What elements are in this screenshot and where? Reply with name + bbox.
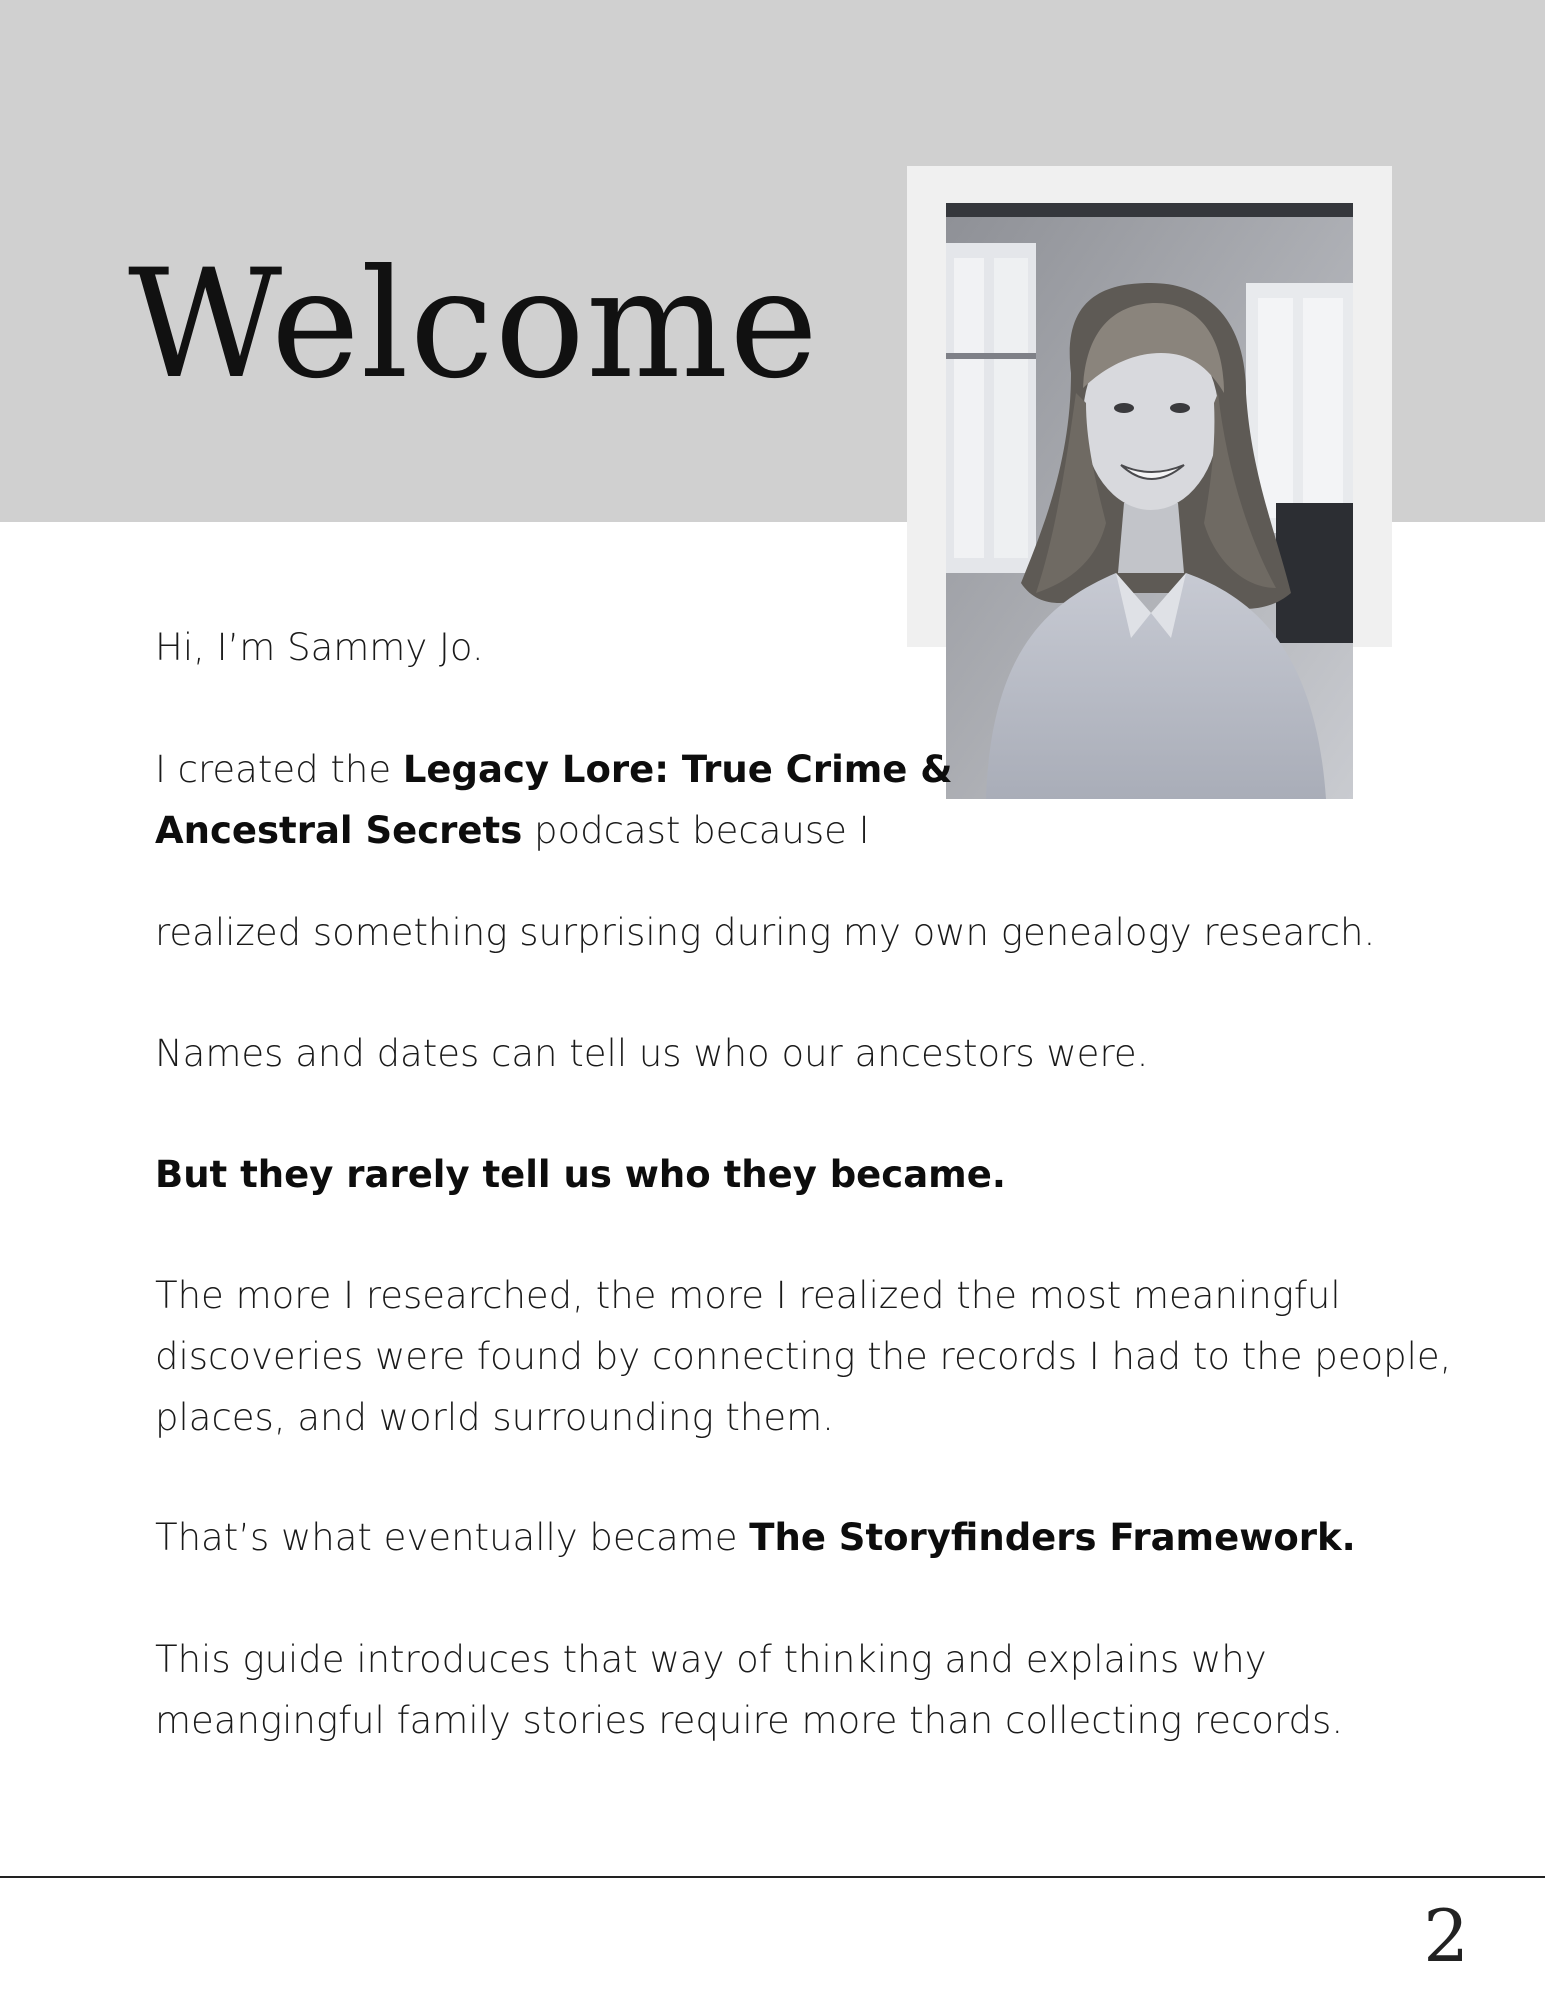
- podcast-name-part-1: Legacy Lore: True Crime &: [402, 748, 953, 791]
- portrait-photo: [946, 203, 1353, 799]
- emphasis-line: [155, 1145, 1006, 1205]
- intro-continued: realized something surprising during my own genealogy research.: [155, 911, 1376, 954]
- research-line-1: The more I researched, the more I realized the most meaningful: [155, 1274, 1341, 1317]
- emphasis-text: But they rarely tell us who they became.: [155, 1153, 1006, 1196]
- portrait-illustration: [946, 203, 1353, 799]
- page-number: 2: [1423, 1894, 1469, 1978]
- names-line: Names and dates can tell us who our ancestors were.: [155, 1032, 1149, 1075]
- framework-line: [155, 1508, 1356, 1568]
- intro-line-2: [155, 801, 870, 861]
- guide-line-2: meangingful family stories require more than collecting records.: [155, 1699, 1344, 1742]
- research-line-3: places, and world surrounding them.: [155, 1396, 834, 1439]
- framework-name: The Storyfinders Framework.: [749, 1516, 1356, 1559]
- framework-prefix: That’s what eventually became: [155, 1516, 750, 1559]
- page-title: Welcome: [128, 238, 820, 412]
- guide-line-1: This guide introduces that way of thinking and explains why: [155, 1638, 1267, 1681]
- footer-divider: [0, 1876, 1545, 1878]
- greeting-text: Hi, I’m Sammy Jo.: [155, 626, 484, 669]
- research-line-2: discoveries were found by connecting the records I had to the people,: [155, 1335, 1452, 1378]
- intro-line-1: [155, 740, 953, 800]
- intro-prefix: I created the: [155, 748, 403, 791]
- intro-suffix: podcast because I: [522, 809, 870, 852]
- podcast-name-part-2: Ancestral Secrets: [155, 809, 523, 852]
